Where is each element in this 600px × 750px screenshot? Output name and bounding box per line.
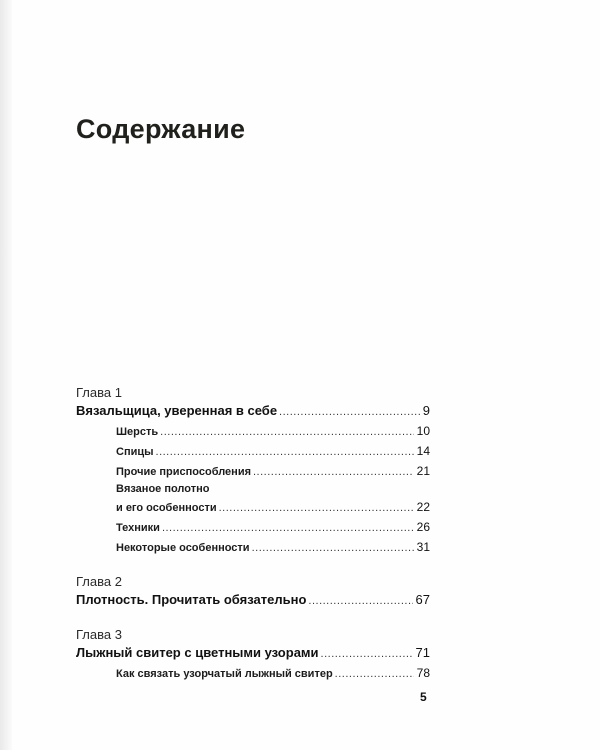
page-number: 5 (420, 690, 427, 704)
toc-entry[interactable] (76, 497, 430, 517)
page-ref: 26 (416, 520, 430, 534)
page-ref: 67 (415, 592, 430, 607)
leader-dots (279, 402, 420, 422)
toc-entry[interactable] (76, 517, 430, 537)
toc-entry-line1[interactable] (76, 482, 430, 497)
page-ref: 14 (416, 444, 430, 458)
chapter-title: Вязальщица, уверенная в себе (76, 403, 278, 418)
entry-title: Шерсть (116, 426, 159, 438)
page-ref: 78 (416, 666, 430, 680)
chapter-title-row[interactable] (76, 590, 430, 610)
leader-dots (252, 538, 414, 558)
toc-entry[interactable] (76, 441, 430, 461)
leader-dots (335, 664, 414, 684)
chapter-label: Глава 1 (76, 385, 122, 400)
chapter-label: Глава 3 (76, 627, 122, 642)
entry-title: Спицы (116, 446, 154, 458)
entry-title: Техники (116, 522, 160, 534)
leader-dots (160, 422, 413, 442)
toc-entry[interactable] (76, 461, 430, 481)
leader-dots (308, 591, 412, 611)
chapter-label: Глава 2 (76, 574, 122, 589)
table-of-contents (76, 384, 430, 699)
leader-dots (162, 518, 414, 538)
chapter-1 (76, 384, 430, 557)
toc-entry[interactable] (76, 663, 430, 683)
chapter-title: Лыжный свитер с цветными узорами (76, 645, 319, 660)
page-ref: 9 (422, 403, 430, 418)
page-title: Содержание (76, 114, 246, 144)
entry-title: Как связать узорчатый лыжный свитер (116, 668, 333, 680)
page-ref: 22 (416, 500, 430, 514)
entry-title: Некоторые особенности (116, 542, 250, 554)
page-edge-shadow (0, 0, 12, 750)
leader-dots (156, 442, 414, 462)
page-ref: 71 (415, 645, 430, 660)
page-ref: 10 (416, 424, 430, 438)
toc-entry[interactable] (76, 421, 430, 441)
toc-entry[interactable] (76, 537, 430, 557)
leader-dots (321, 644, 413, 664)
page-ref: 31 (416, 540, 430, 554)
entry-title: Прочие приспособления (116, 466, 251, 478)
chapter-2 (76, 573, 430, 610)
chapter-title-row[interactable] (76, 643, 430, 663)
leader-dots (219, 498, 414, 518)
chapter-3 (76, 626, 430, 683)
page-ref: 21 (416, 464, 430, 478)
chapter-title-row[interactable] (76, 401, 430, 421)
entry-title-line1: Вязаное полотно (116, 483, 210, 495)
entry-title-line2: и его особенности (116, 502, 217, 514)
leader-dots (253, 462, 414, 482)
chapter-title: Плотность. Прочитать обязательно (76, 592, 307, 607)
